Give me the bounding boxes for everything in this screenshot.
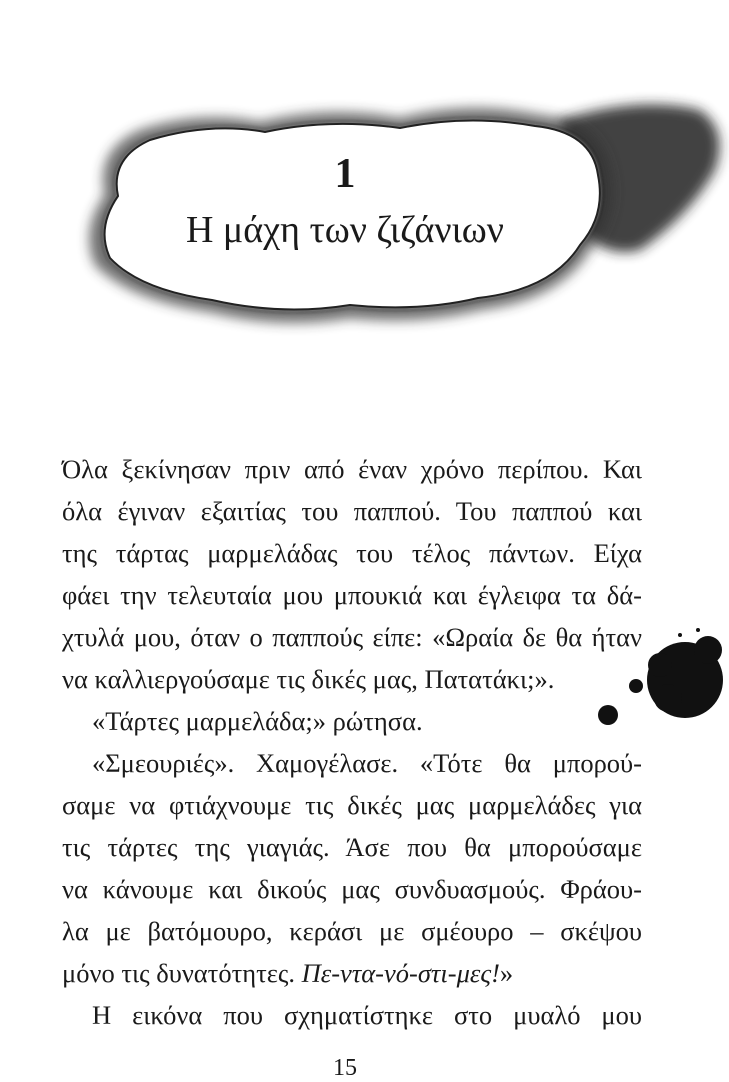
text-line: να κάνουμε και δικούς μας συνδυασμούς. Φράου-: [62, 874, 642, 904]
chapter-title: Η μάχη των ζιζάνιων: [185, 209, 504, 251]
text-line: τις τάρτες της γιαγιάς. Άσε που θα μπορούσαμε: [62, 832, 642, 862]
text-line: να καλλιεργούσαμε τις δικές μας, Πατατάκι;».: [62, 664, 555, 694]
chapter-number: 1: [334, 151, 356, 197]
text-line: [62, 952, 642, 994]
text-line: «Τάρτες μαρμελάδα;» ρώτησα.: [92, 706, 423, 736]
text-italic: Πε-ντα-νό-στι-μες!: [301, 958, 500, 988]
text-line: σαμε να φτιάχνουμε τις δικές μας μαρμελάδες για: [62, 790, 642, 820]
burnt-paper-frame: [0, 0, 729, 400]
text-line: χτυλά μου, όταν ο παππούς είπε: «Ωραία δε θα ήταν: [62, 622, 642, 652]
text-line: Όλα ξεκίνησαν πριν από έναν χρόνο περίπου. Και: [62, 454, 642, 484]
text-closing-quote: »: [499, 958, 514, 988]
text-line: Η εικόνα που σχηματίστηκε στο μυαλό μου: [92, 1000, 642, 1030]
text-line: λα με βατόμουρο, κεράσι με σμέουρο – σκέψου: [62, 916, 642, 946]
body-text: [62, 448, 642, 1036]
text-line: «Σμεουριές». Χαμογέλασε. «Τότε θα μπορού-: [92, 748, 642, 778]
page-number: 15: [333, 1055, 357, 1081]
text-line: όλα έγιναν εξαιτίας του παππού. Του παππού και: [62, 496, 642, 526]
text-line: φάει την τελευταία μου μπουκιά και έγλειφα τα δά-: [62, 580, 642, 610]
text-plain: μόνο τις δυνατότητες.: [62, 958, 302, 988]
ink-blot-decoration: [590, 620, 729, 740]
text-line: της τάρτας μαρμελάδας του τέλος πάντων. Είχα: [62, 538, 642, 568]
